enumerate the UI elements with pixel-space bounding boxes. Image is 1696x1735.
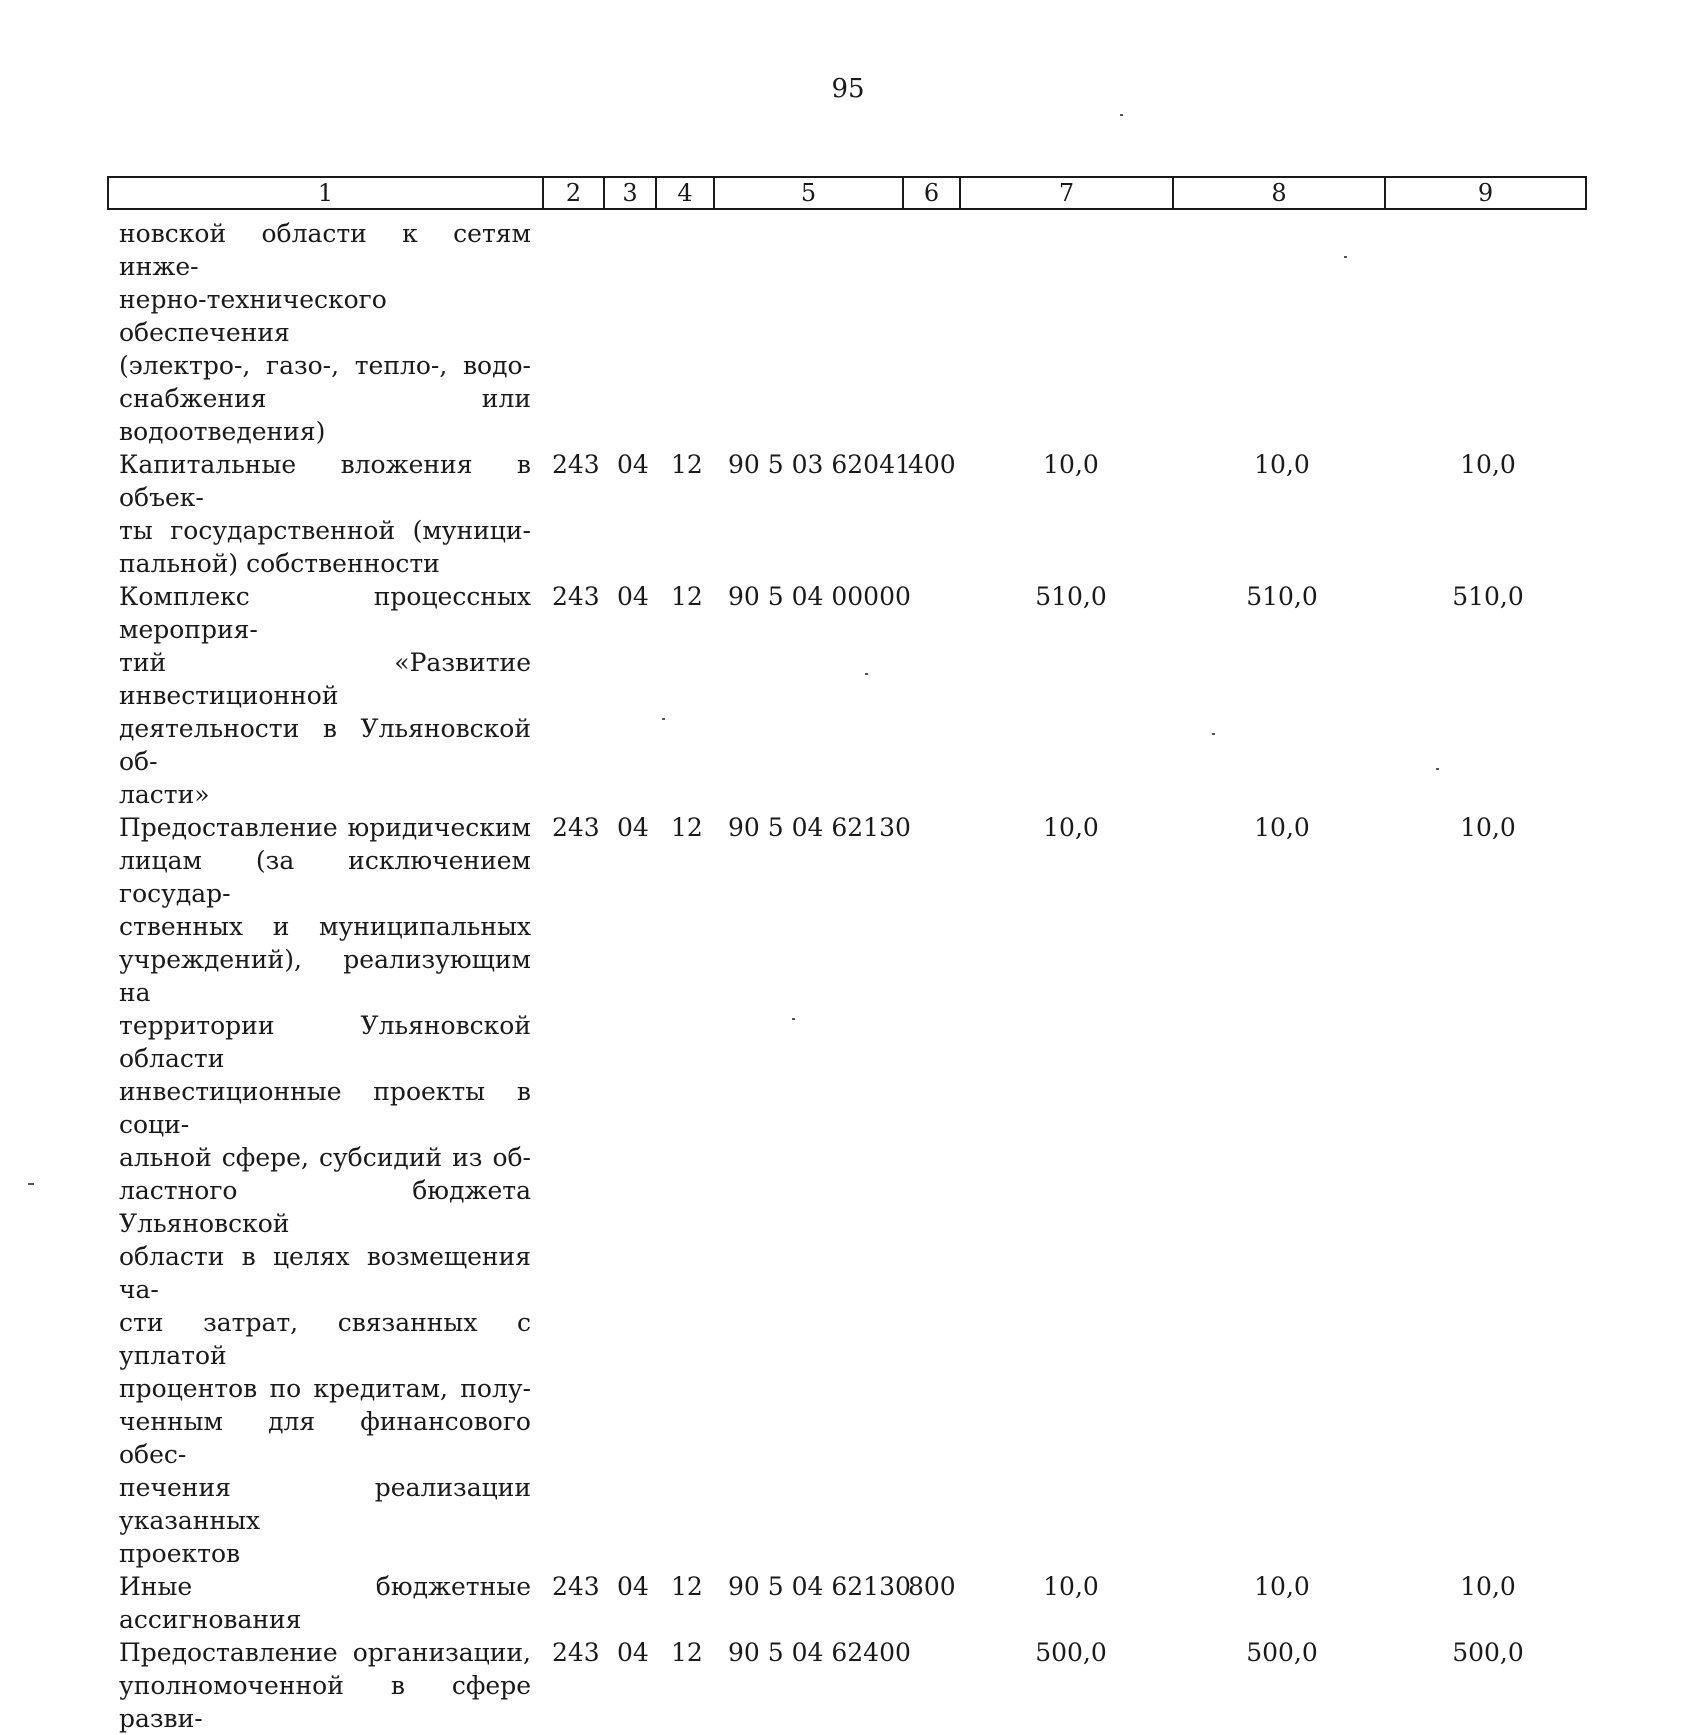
description-line: области в целях возмещения ча- xyxy=(119,1242,531,1304)
description-line: пальной) собственности xyxy=(119,549,440,578)
description-line: тий «Развитие инвестиционной xyxy=(119,648,531,710)
cell-c8: 10,0 xyxy=(1254,1572,1310,1601)
scan-speck xyxy=(662,718,665,720)
description-line: ственных и муниципальных xyxy=(119,912,531,941)
cell-c3: 04 xyxy=(617,1572,649,1601)
column-header-7: 7 xyxy=(961,178,1174,208)
cell-c2: 243 xyxy=(552,1572,600,1601)
description-line: альной сфере, субсидий из об- xyxy=(119,1143,531,1172)
scan-speck xyxy=(865,673,868,675)
description-line: ты государственной (муници- xyxy=(119,516,531,545)
cell-c7: 10,0 xyxy=(1043,450,1099,479)
cell-c5: 90 5 04 62130 xyxy=(728,813,911,842)
cell-c4: 12 xyxy=(671,450,703,479)
description-line: сти затрат, связанных с уплатой xyxy=(119,1308,531,1370)
table-header xyxy=(107,176,1587,210)
cell-c9: 10,0 xyxy=(1460,450,1516,479)
table-row xyxy=(0,1636,1696,1735)
cell-c2: 243 xyxy=(552,450,600,479)
row-description xyxy=(119,217,531,448)
cell-c2: 243 xyxy=(552,813,600,842)
column-header-9: 9 xyxy=(1477,179,1494,207)
description-line: ченным для финансового обес- xyxy=(119,1407,531,1469)
description-line: (электро-, газо-, тепло-, водо- xyxy=(119,351,531,380)
description-line: учреждений), реализующим на xyxy=(119,945,531,1007)
description-line: инвестиционные проекты в соци- xyxy=(119,1077,531,1139)
row-description xyxy=(119,1636,531,1735)
cell-c3: 04 xyxy=(617,1638,649,1667)
column-header-3: 3 xyxy=(605,178,657,208)
cell-c4: 12 xyxy=(671,813,703,842)
description-line: территории Ульяновской области xyxy=(119,1011,531,1073)
column-header-8: 8 xyxy=(1174,178,1386,208)
column-header-1: 1 xyxy=(109,178,544,208)
description-line: снабжения или водоотведения) xyxy=(119,384,531,446)
cell-c2: 243 xyxy=(552,1638,600,1667)
cell-c2: 243 xyxy=(552,582,600,611)
cell-c7: 510,0 xyxy=(1035,582,1107,611)
cell-c9: 10,0 xyxy=(1460,1572,1516,1601)
cell-c9: 510,0 xyxy=(1452,582,1524,611)
table-row xyxy=(0,580,1696,811)
cell-c3: 04 xyxy=(617,582,649,611)
description-line: уполномоченной в сфере разви- xyxy=(119,1671,531,1733)
row-description xyxy=(119,448,531,580)
scan-speck xyxy=(1212,733,1215,735)
cell-c4: 12 xyxy=(671,582,703,611)
table-row xyxy=(0,811,1696,1570)
cell-c8: 500,0 xyxy=(1246,1638,1318,1667)
cell-c6: 400 xyxy=(908,450,956,479)
row-description xyxy=(119,811,531,1570)
cell-c9: 10,0 xyxy=(1460,813,1516,842)
cell-c4: 12 xyxy=(671,1638,703,1667)
cell-c9: 500,0 xyxy=(1452,1638,1524,1667)
column-header-4: 4 xyxy=(657,178,715,208)
cell-c5: 90 5 04 62400 xyxy=(728,1638,911,1667)
scan-speck xyxy=(1344,256,1347,258)
description-line: Предоставление юридическим xyxy=(119,813,531,842)
cell-c7: 10,0 xyxy=(1043,813,1099,842)
description-line: ластного бюджета Ульяновской xyxy=(119,1176,531,1238)
table-row xyxy=(0,448,1696,580)
description-line: лицам (за исключением государ- xyxy=(119,846,531,908)
cell-c5: 90 5 04 62130 xyxy=(728,1572,911,1601)
cell-c3: 04 xyxy=(617,813,649,842)
cell-c7: 10,0 xyxy=(1043,1572,1099,1601)
column-header-5: 5 xyxy=(715,178,904,208)
description-line: Иные бюджетные ассигнования xyxy=(119,1572,531,1634)
table-row xyxy=(0,217,1696,448)
description-line: проектов xyxy=(119,1539,241,1568)
cell-c8: 10,0 xyxy=(1254,450,1310,479)
table-body xyxy=(0,217,1696,1735)
scan-speck xyxy=(1436,768,1439,770)
description-line: ласти» xyxy=(119,780,210,809)
cell-c8: 510,0 xyxy=(1246,582,1318,611)
scan-speck xyxy=(1120,114,1123,116)
cell-c5: 90 5 03 62041 xyxy=(728,450,911,479)
cell-c4: 12 xyxy=(671,1572,703,1601)
description-line: Комплекс процессных мероприя- xyxy=(119,582,531,644)
cell-c6: 800 xyxy=(908,1572,956,1601)
row-description xyxy=(119,580,531,811)
cell-c7: 500,0 xyxy=(1035,1638,1107,1667)
column-header-6: 6 xyxy=(904,178,961,208)
table-row xyxy=(0,1570,1696,1636)
description-line: процентов по кредитам, полу- xyxy=(119,1374,531,1403)
row-description xyxy=(119,1570,531,1636)
scan-speck xyxy=(792,1018,795,1020)
description-line: деятельности в Ульяновской об- xyxy=(119,714,531,776)
cell-c3: 04 xyxy=(617,450,649,479)
description-line: Капитальные вложения в объек- xyxy=(119,450,531,512)
description-line: печения реализации указанных xyxy=(119,1473,531,1535)
description-line: нерно-технического обеспечения xyxy=(119,285,387,347)
page-number: 95 xyxy=(831,74,865,104)
description-line: новской области к сетям инже- xyxy=(119,219,531,281)
description-line: Предоставление организации, xyxy=(119,1638,531,1667)
column-header-2: 2 xyxy=(544,178,605,208)
scan-speck xyxy=(28,1183,34,1185)
cell-c8: 10,0 xyxy=(1254,813,1310,842)
cell-c5: 90 5 04 00000 xyxy=(728,582,911,611)
